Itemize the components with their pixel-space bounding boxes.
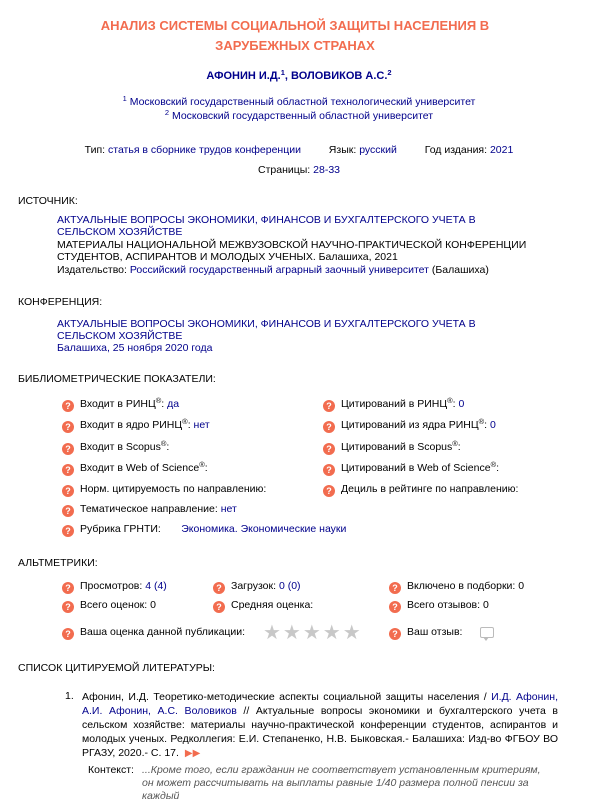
context-label: Контекст: [88, 764, 134, 776]
help-icon[interactable]: ? [323, 485, 335, 497]
ref-author-links[interactable]: И.Д. Афонин, А.И. Афонин, А.С. Воловиков [82, 691, 559, 717]
lang-label: Язык: [328, 144, 357, 156]
type-value: статья в сборнике трудов конференции [108, 144, 301, 156]
help-icon[interactable]: ? [389, 582, 401, 594]
conference-block [57, 318, 527, 354]
your-review: ? Ваш отзыв: [389, 626, 462, 640]
help-icon[interactable]: ? [213, 582, 225, 594]
aff-sup: 2 [164, 108, 170, 117]
biblio-metric: ? Входит в Scopus®: [62, 441, 169, 455]
source-block [57, 214, 527, 276]
type-label: Тип: [84, 144, 106, 156]
aff-link[interactable]: Московский государственный областной технологический университет [129, 96, 476, 108]
comment-icon[interactable] [480, 627, 494, 638]
altmetrics-heading: АЛЬТМЕТРИКИ: [18, 557, 98, 569]
downloads-metric: ? Загрузок: 0 (0) [213, 580, 301, 594]
rating-stars[interactable]: ★★★★★ [263, 622, 363, 644]
help-icon[interactable]: ? [323, 400, 335, 412]
publisher-label: Издательство: [57, 264, 127, 276]
help-icon[interactable]: ? [389, 601, 401, 613]
help-icon[interactable]: ? [323, 443, 335, 455]
biblio-value[interactable]: 0 [458, 398, 465, 410]
meta-row [0, 144, 598, 156]
author-link[interactable]: ВОЛОВИКОВ А.С. [291, 70, 388, 82]
help-icon[interactable]: ? [62, 443, 74, 455]
publisher-suffix: (Балашиха) [431, 264, 489, 276]
help-icon[interactable]: ? [62, 421, 74, 433]
help-icon[interactable]: ? [323, 464, 335, 476]
help-icon[interactable]: ? [62, 582, 74, 594]
aff-link[interactable]: Московский государственный областной университет [171, 110, 434, 122]
collections-metric: ? Включено в подборки: 0 [389, 580, 524, 594]
your-rating: ? Ваша оценка данной публикации: [62, 626, 245, 640]
biblio-value[interactable]: нет [193, 419, 210, 431]
author-sup: 1 [280, 68, 285, 77]
biblio-metric: ? Рубрика ГРНТИ: Экономика. Экономические науки [62, 523, 346, 537]
help-icon[interactable]: ? [389, 628, 401, 640]
registered-mark: ® [182, 417, 188, 426]
help-icon[interactable]: ? [213, 601, 225, 613]
publisher-link[interactable]: Российский государственный аграрный заочный университет [129, 264, 429, 276]
registered-mark: ® [447, 396, 453, 405]
biblio-heading: БИБЛИОМЕТРИЧЕСКИЕ ПОКАЗАТЕЛИ: [18, 373, 216, 385]
biblio-metric: ? Цитирований в РИНЦ®: 0 [323, 398, 464, 412]
help-icon[interactable]: ? [62, 485, 74, 497]
authors: АФОНИН И.Д.$^1$, ВОЛОВИКОВ А.С.$^2$ [206, 68, 392, 82]
aff-sup: 1 [122, 94, 127, 103]
pages-row [0, 164, 598, 176]
registered-mark: ® [160, 439, 167, 448]
help-icon[interactable]: ? [62, 505, 74, 517]
biblio-value[interactable]: да [167, 398, 180, 410]
views-value[interactable]: 4 (4) [145, 580, 167, 592]
help-icon[interactable]: ? [62, 628, 74, 640]
author-link[interactable]: АФОНИН И.Д. [206, 70, 281, 82]
registered-mark: ® [155, 396, 162, 405]
biblio-metric: ? Цитирований в Web of Science®: [323, 462, 499, 476]
conference-heading: КОНФЕРЕНЦИЯ: [18, 296, 103, 308]
downloads-value[interactable]: 0 (0) [278, 580, 301, 592]
references-heading: СПИСОК ЦИТИРУЕМОЙ ЛИТЕРАТУРЫ: [18, 662, 215, 674]
lang-value: русский [359, 144, 397, 156]
pages-label: Страницы: [258, 164, 311, 176]
conference-link[interactable]: АКТУАЛЬНЫЕ ВОПРОСЫ ЭКОНОМИКИ, ФИНАНСОВ И БУХГАЛТЕРСКОГО УЧЕТА В СЕЛЬСКОМ ХОЗЯЙСТВЕ [57, 318, 476, 342]
biblio-value[interactable]: 0 [490, 419, 496, 431]
avg-metric: ? Средняя оценка: [213, 599, 313, 613]
help-icon[interactable]: ? [62, 464, 74, 476]
reviews-value: 0 [482, 599, 489, 611]
year-value: 2021 [489, 144, 514, 156]
biblio-value[interactable]: Экономика. Экономические науки [181, 523, 347, 535]
conference-date: Балашиха, 25 ноября 2020 года [57, 342, 213, 354]
collections-value: 0 [518, 580, 525, 592]
registered-mark: ® [490, 460, 497, 469]
registered-mark: ® [199, 460, 205, 469]
registered-mark: ® [478, 417, 485, 426]
biblio-metric: ? Дециль в рейтинге по направлению: [323, 483, 518, 497]
author-sup: 2 [387, 68, 392, 77]
source-heading: ИСТОЧНИК: [18, 195, 78, 207]
help-icon[interactable]: ? [62, 601, 74, 613]
biblio-value[interactable]: нет [220, 503, 237, 515]
biblio-metric: ? Норм. цитируемость по направлению: [62, 483, 266, 497]
views-metric: ? Просмотров: 4 (4) [62, 580, 167, 594]
ratings-value: 0 [150, 599, 156, 611]
help-icon[interactable]: ? [323, 421, 335, 433]
publisher-line [57, 264, 527, 276]
source-materials: МАТЕРИАЛЫ НАЦИОНАЛЬНОЙ МЕЖВУЗОВСКОЙ НАУЧНО-ПРАКТИЧЕСКОЙ КОНФЕРЕНЦИИ СТУДЕНТОВ, АСПИРАНТОВ И МОЛОДЫХ УЧЕНЫХ. Балашиха, 2021 [57, 239, 527, 263]
biblio-metric: ? Цитирований в Scopus®: [323, 441, 461, 455]
year-label: Год издания: [424, 144, 488, 156]
forward-arrow-icon[interactable]: ▶▶ [184, 748, 201, 759]
registered-mark: ® [452, 439, 458, 448]
affiliation [0, 110, 598, 122]
affiliation [0, 96, 598, 108]
article-title: АНАЛИЗ СИСТЕМЫ СОЦИАЛЬНОЙ ЗАЩИТЫ НАСЕЛЕНИЯ В ЗАРУБЕЖНЫХ СТРАНАХ [100, 18, 490, 53]
help-icon[interactable]: ? [62, 525, 74, 537]
pages-value: 28-33 [313, 164, 340, 176]
reference-item: Афонин, И.Д. Теоретико-методические аспекты социальной защиты населения / И.Д. Афонин, А.И. Афонин, А.С. Воловиков // Актуальные вопросы экономики и бухгалтерского учета в сельском хозяйстве: материалы научно-практической конференции студентов, аспирантов и молодых ученых. Редколлегия: Е.И. Степаненко, Н.В. Быковская.- Балашиха: Изд-во ФГБОУ ВО РГАЗУ, 2020.- С. 17. ▶▶ [82, 691, 559, 759]
biblio-metric: ? Входит в Web of Science®: [62, 462, 208, 476]
biblio-metric: ? Входит в РИНЦ®: да [62, 398, 179, 412]
biblio-metric: ? Тематическое направление: нет [62, 503, 237, 517]
help-icon[interactable]: ? [62, 400, 74, 412]
biblio-metric: ? Входит в ядро РИНЦ®: нет [62, 419, 210, 433]
source-collection-link[interactable]: АКТУАЛЬНЫЕ ВОПРОСЫ ЭКОНОМИКИ, ФИНАНСОВ И БУХГАЛТЕРСКОГО УЧЕТА В СЕЛЬСКОМ ХОЗЯЙСТВЕ [57, 214, 476, 238]
reviews-metric: ? Всего отзывов: 0 [389, 599, 489, 613]
ratings-metric: ? Всего оценок: 0 [62, 599, 156, 613]
context-text: ...Кроме того, если гражданин не соответствует установленным критериям, он может рассчитывать на выплаты равные 1/40 размера полной пенсии за каждый [142, 764, 541, 802]
biblio-metric: ? Цитирований из ядра РИНЦ®: 0 [323, 419, 496, 433]
ref-number: 1. [65, 690, 74, 702]
